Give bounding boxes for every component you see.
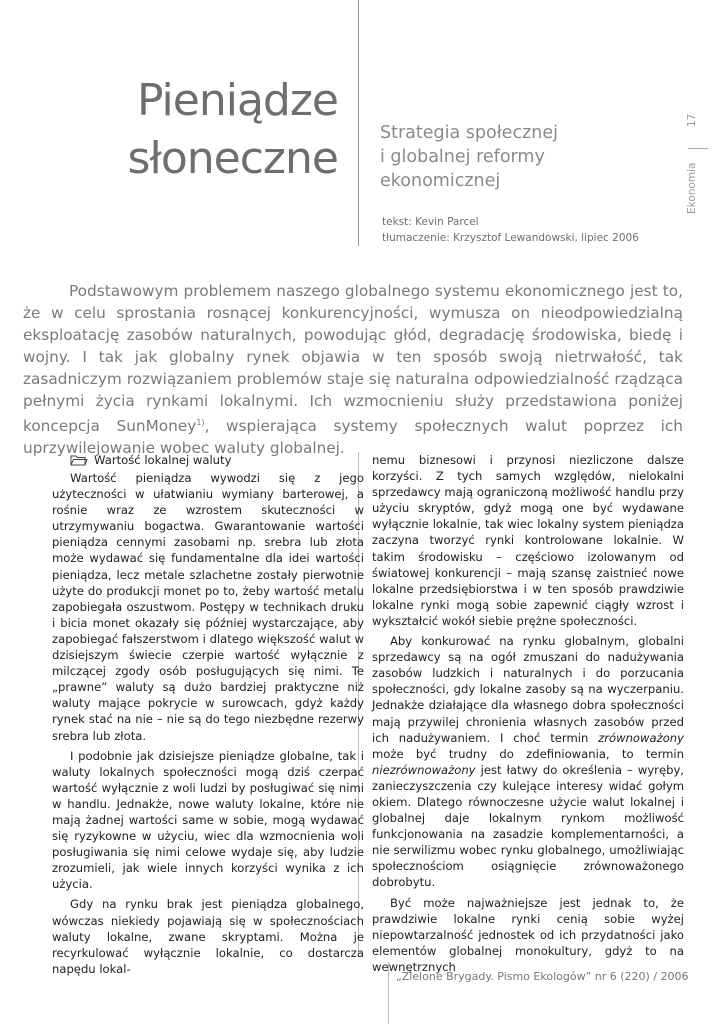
author-credit: tekst: Kevin Parcel: [382, 216, 479, 228]
body-paragraph: Gdy na rynku brak jest pieniądza globalnego, wówczas niekiedy pojawiają się w społecznościach waluty lokalne, zwane skryptami. Można je recyrkulować wyłącznie lokalnie, co dostarcza napędu lokal-: [52, 897, 364, 976]
subheading-text: Wartość lokalnej waluty: [94, 453, 232, 467]
article-column-right: [372, 452, 684, 975]
section-label: Ekonomia: [686, 162, 698, 214]
body-paragraph: Wartość pieniądza wywodzi się z jego użyteczności w ułatwianiu wymiany barterowej, a rośnie wraz ze wzrostem skuteczności w utrzymywaniu bogactwa. Gwarantowanie wartości pieniądza cennymi zasobami np. srebra lub złota może wydawać się fundamentalne dla idei wartości pieniądza, lecz metale szlachetne zostały pierwotnie użyte do produkcji monet po to, żeby wartość metalu zapobiegała oszustwom. Postępy w technikach druku i bicia monet okazały się później wystarczające, aby zapobiegać fałszerstwom i dlatego większość walut w dzisiejszym świecie czerpie wartość wyłącznie z milczącej zgody osób posługujących się nimi. Te „prawne” waluty są dużo bardziej praktyczne niż waluty mające pokrycie w surowcach, gdyż każdy rynek stać na nie – nie są do tego niezbędne rezerwy srebra lub złota.: [52, 471, 364, 743]
header-divider-line: [358, 0, 359, 246]
lead-paragraph: [23, 280, 683, 459]
footnote-marker: 1): [196, 418, 205, 427]
italic-term: niezrównoważony: [372, 762, 476, 777]
title-line-1: Pieniądze: [136, 75, 338, 126]
subtitle-line-1: Strategia społecznej: [380, 123, 558, 143]
article-credits: [382, 214, 662, 246]
subtitle-line-3: ekonomicznej: [380, 171, 501, 191]
body-paragraph: [372, 633, 684, 891]
paragraph-text: Aby konkurować na rynku globalnym, globalni sprzedawcy są na ogół zmuszani do nadużywania zasobów ludzkich i naturalnych i do porzucania społeczności, gdy lokalne zasoby są na wyczerpaniu. Jednakże działające dla własnego dobra społeczności mają przywilej chronienia własnych zasobów przed ich nadużywaniem. I choć termin: [372, 634, 684, 745]
folder-icon: [70, 454, 88, 466]
lead-text-main: Podstawowym problemem naszego globalnego systemu ekonomicznego jest to, że w celu sprostania rosnącej konkurencyjności, wymusza on nieodpowiedzialną eksploatację zasobów naturalnych, powodując głód, degradację środowiska, biedę i wojny. I tak jak globalny rynek objawia w ten sposób swoją nietrwałość, tak zasadniczym rozwiązaniem problemów staje się naturalna odpowiedzialność rządząca pełnymi życia rynkami lokalnymi. Ich wzmocnieniu służy przedstawiona poniżej koncepcja SunMoney: [23, 282, 683, 436]
body-paragraph: Być może najważniejsze jest jednak to, że prawdziwie lokalne rynki cenią sobie wyżej niepowtarzalność jednostek od ich przydatności jako elementów globalnej monokultury, gdyż to na wewnętrznych: [372, 895, 684, 974]
body-paragraph: nemu biznesowi i przynosi niezliczone dalsze korzyści. Z tych samych względów, nielokalni sprzedawcy mają ograniczoną możliwość handlu przy użyciu skryptów, gdyż mogą one być wydawane wyłącznie lokalnie, tak wiec lokalny system pieniądza zaczyna tworzyć rynki kontrolowane lokalnie. W takim środowisku – częściowo izolowanym od światowej konkurencji – mają szansę zaistnieć nowe lokalne przedsiębiorstwa i w ten sposób prawdziwie lokalne rynki mogą sobie zapewnić ciągły wzrost i wykształcić wokół siebie prężne społeczności.: [372, 453, 684, 628]
lead-text-end: , wspierająca systemy społecznych walut poprzez ich uprzywilejowanie wobec waluty globalnej.: [23, 417, 683, 458]
section-subheading: [70, 452, 364, 468]
publication-footer: „Zielone Brygady. Pismo Ekologów” nr 6 (220) / 2006: [396, 970, 689, 983]
article-column-left: [52, 452, 364, 977]
paragraph-text: jest łatwy do określenia – wyręby, zanieczyszczenia czy kulejące interesy widać gołym okiem. Dlatego równoczesne użycie walut lokalnej i globalnej daje lokalnym rynkom możliwość funkcjonowania na zasadzie komplementarności, a nie serwilizmu wobec rynku globalnego, umożliwiając społecznościom osiągnięcie zrównoważonego dobrobytu.: [372, 762, 684, 890]
body-paragraph: I podobnie jak dzisiejsze pieniądze globalne, tak i waluty lokalnych społeczności mogą dziś czerpać wartość wyłącznie z woli ludzi by posługiwać się nimi w handlu. Jednakże, nowe waluty lokalne, które nie mają żadnej wartości same w sobie, mogą wydawać się ryzykowne w użyciu, wiec dla wzmocnienia woli posługiwania się nimi celowe wydaje się, aby ludzie zrozumieli, jak wiele innych korzyści wynika z ich użycia.: [52, 748, 364, 892]
subtitle-line-2: i globalnej reformy: [380, 147, 545, 167]
title-line-2: słoneczne: [127, 133, 338, 184]
italic-term: zrównoważony: [598, 730, 684, 745]
article-subtitle: [380, 121, 580, 193]
page-number: 17: [686, 113, 698, 127]
translator-credit: tłumaczenie: Krzysztof Lewandowski, lipiec 2006: [382, 232, 639, 244]
sidebar-divider: [688, 148, 708, 149]
paragraph-text: może być trudny do zdefiniowania, to termin: [372, 746, 684, 761]
article-title: [60, 72, 338, 188]
